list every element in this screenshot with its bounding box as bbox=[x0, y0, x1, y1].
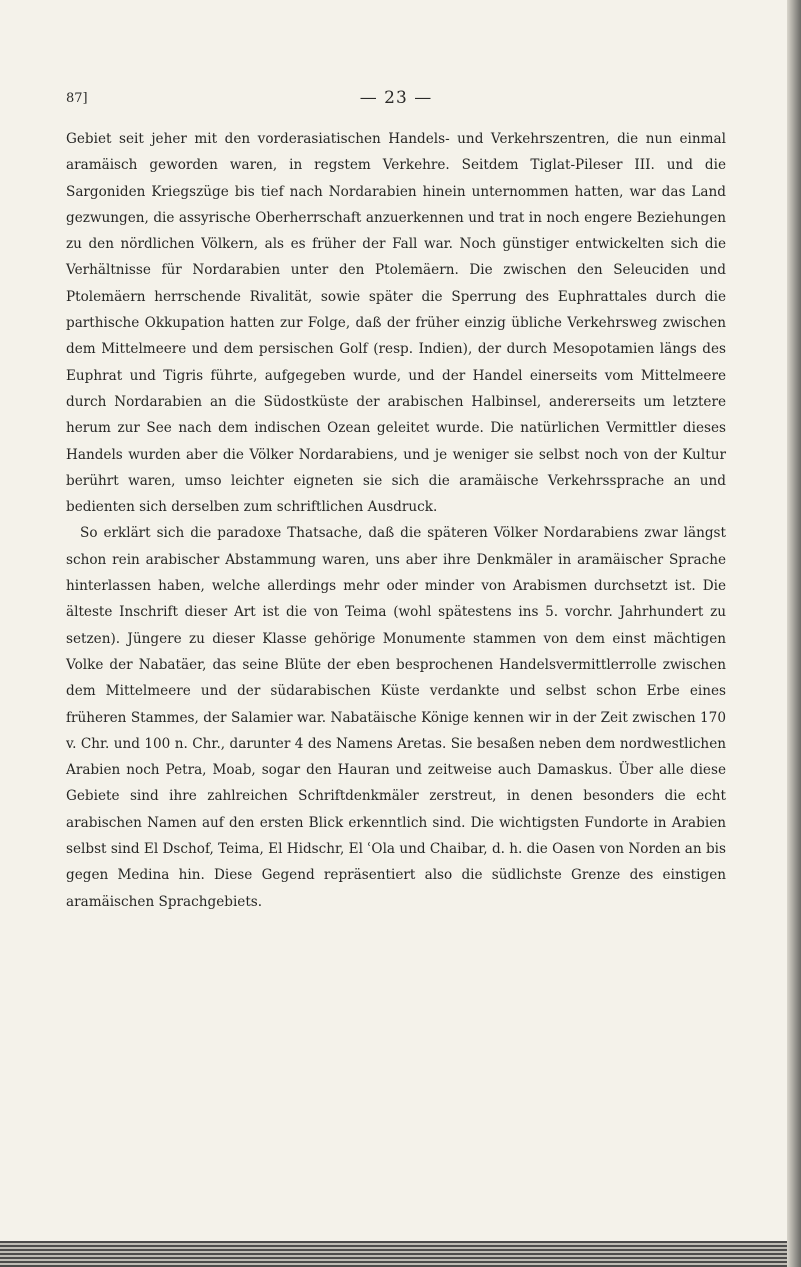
page-reference: 87] bbox=[66, 91, 88, 106]
scan-bottom-edge bbox=[0, 1241, 789, 1267]
page-edge-shadow bbox=[787, 0, 801, 1267]
body-text bbox=[66, 126, 726, 915]
paragraph-1: Gebiet seit jeher mit den vorderasiatischen Handels- und Verkehrszentren, die nun einmal aramäisch geworden waren, in regstem Verkehre. Seitdem Tiglat-Pileser III. und die Sargoniden Kriegszüge bis tief nach Nordarabien hinein unternommen hatten, war das Land gezwungen, die assyrische Oberherrschaft anzuerkennen und trat in noch engere Beziehungen zu den nördlichen Völkern, als es früher der Fall war. Noch günstiger entwickelten sich die Verhältnisse für Nordarabien unter den Ptolemäern. Die zwischen den Seleuciden und Ptolemäern herrschende Rivalität, sowie später die Sperrung des Euphrattales durch die parthische Okkupation hatten zur Folge, daß der früher einzig übliche Verkehrsweg zwischen dem Mittelmeere und dem persischen Golf (resp. Indien), der durch Mesopotamien längs des Euphrat und Tigris führte, aufgegeben wurde, und der Handel einerseits vom Mittelmeere durch Nordarabien an die Südostküste der arabischen Halbinsel, andererseits um letztere herum zur See nach dem indischen Ozean geleitet wurde. Die natürlichen Vermittler dieses Handels wurden aber die Völker Nordarabiens, und je weniger sie selbst noch von der Kultur berührt waren, umso leichter eigneten sie sich die aramäische Verkehrssprache an und bedienten sich derselben zum schriftlichen Ausdruck. bbox=[66, 131, 726, 516]
page-header bbox=[66, 88, 726, 110]
paragraph-2: So erklärt sich die paradoxe Thatsache, daß die späteren Völker Nordarabiens zwar längst schon rein arabischer Abstammung waren, uns aber ihre Denkmäler in aramäischer Sprache hinterlassen haben, welche allerdings mehr oder minder von Arabismen durchsetzt ist. Die älteste Inschrift dieser Art ist die von Teima (wohl spätestens ins 5. vorchr. Jahrhundert zu setzen). Jüngere zu dieser Klasse gehörige Monumente stammen von dem einst mächtigen Volke der Nabatäer, das seine Blüte der eben besprochenen Handelsvermittlerrolle zwischen dem Mittelmeere und der südarabischen Küste verdankte und selbst schon Erbe eines früheren Stammes, der Salamier war. Nabatäische Könige kennen wir in der Zeit zwischen 170 v. Chr. und 100 n. Chr., darunter 4 des Namens Aretas. Sie besaßen neben dem nordwestlichen Arabien noch Petra, Moab, sogar den Hauran und zeitweise auch Damaskus. Über alle diese Gebiete sind ihre zahlreichen Schriftdenkmäler zerstreut, in denen besonders die echt arabischen Namen auf den ersten Blick erkenntlich sind. Die wichtigsten Fundorte in Arabien selbst sind El Dschof, Teima, El Hidschr, El ʿOla und Chaibar, d. h. die Oasen von Norden an bis gegen Medina hin. Diese Gegend repräsentiert also die südlichste Grenze des einstigen aramäischen Sprachgebiets. bbox=[66, 525, 726, 910]
page-number: — 23 — bbox=[359, 88, 433, 108]
